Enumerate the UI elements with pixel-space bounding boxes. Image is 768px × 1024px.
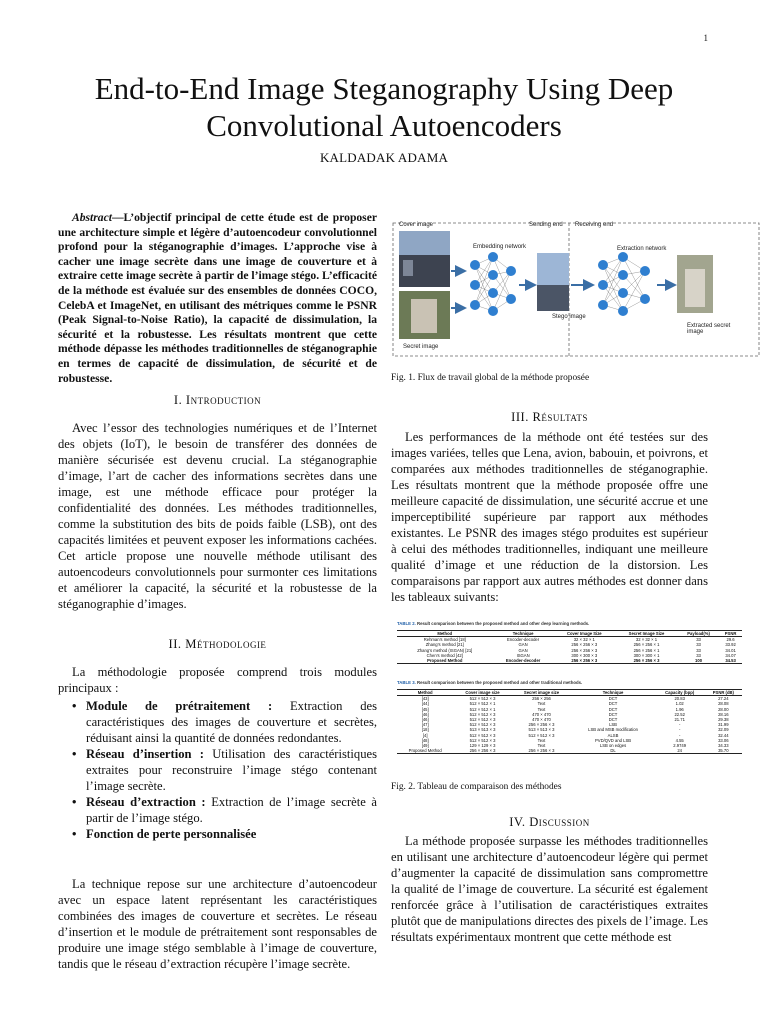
table-header-cell: Technique <box>602 690 624 695</box>
paragraph: Avec l’essor des technologies numériques et de l’Internet des objets (IoT), le besoin de transférer des données de manière sécurisée est devenu crucial. La stéganographie d’image, l’art de cacher des informations secrètes dans une image, est une méthode efficace pour protéger la confidentialité des données. Les méthodes traditionnelles, comme la substitution des bits de poids faible (LSB), ont des capacités limitées et peuvent exposer les informations cachées. Cet article propose une nouvelle méthode utilisant des autoencodeurs convolutionnels pour surmonter ces limitations et améliorer la capacité, la sécurité et la robustesse de la stéganographie d’images. <box>58 421 377 611</box>
table-cell: 300 × 300 × 1 <box>633 652 660 658</box>
table-cell: 512 × 512 × 3 <box>469 732 496 738</box>
results-text <box>391 429 708 605</box>
workflow-figure <box>391 213 763 358</box>
table-cell: Encoder-decoder <box>507 637 540 643</box>
table-cell: 22.52 <box>674 711 685 717</box>
table-cell: 32.09 <box>718 727 729 733</box>
table-cell: 35.70 <box>718 748 729 754</box>
table-cell: DCT <box>608 711 618 717</box>
table-cell: 513 × 513 × 3 <box>528 727 555 733</box>
extraction-network-label: Extraction network <box>617 246 667 252</box>
table-label: TABLE 3. <box>397 680 416 685</box>
table-cell: 256 × 256 × 3 <box>469 748 496 754</box>
table-cell: Chen’s method [42] <box>426 652 463 658</box>
section-title: Introduction <box>185 393 262 407</box>
table-cell: 2.9749 <box>673 743 687 749</box>
table-cell: [48] <box>421 737 429 743</box>
table-cell: 28.00 <box>718 706 729 712</box>
table-header-cell: Secret image size <box>523 690 560 695</box>
table-cell: 1.96 <box>675 706 684 712</box>
list-item <box>58 698 377 746</box>
section-number: I. <box>173 393 183 407</box>
table-3-title <box>397 680 742 685</box>
table-cell: 100 <box>695 658 703 664</box>
table-header-cell: Method <box>417 690 433 695</box>
table-cell: 512 × 512 × 3 <box>469 737 496 743</box>
table-3-grid <box>397 689 742 754</box>
table-cell: Text <box>537 701 546 707</box>
table-cell: 512 × 512 × 3 <box>469 696 496 702</box>
table-cell: 470 × 470 <box>532 717 551 723</box>
table-cell: [45] <box>421 706 429 712</box>
list-item-text: Extraction de l’image secrète à partir de l’image stégo. <box>86 795 378 825</box>
paragraph: La technique repose sur une architecture d’autoencodeur avec un espace latent représentant les caractéristiques combinées des images de couverture et secrètes. Le réseau d’insertion et le module de prétraitement sont responsables de produire une image stégo semblable à l’image de couverture, tandis que le réseau d’extraction récupère l’image secrète. <box>58 877 377 971</box>
table-cell: 33.92 <box>725 642 736 648</box>
table-cell: 28.08 <box>718 701 729 707</box>
table-cell: 21.71 <box>674 717 685 723</box>
paragraph: La méthode proposée surpasse les méthodes traditionnelles en utilisant une architecture d’autoencodeur légère qui permet d’augmenter la capacité de dissimulation sans compromettre la qualité de l’image de couverture. La sécurité est également renforcée grâce à l’utilisation de caractéristiques extraites plutôt que de manipulations directes des pixels de l’image. Les résultats expérimentaux montrent que cette méthode est <box>391 834 708 944</box>
module-list <box>58 698 377 842</box>
discussion-text <box>391 833 708 945</box>
table-cell: DCT <box>608 706 618 712</box>
table-cell: Encoder-decoder <box>505 658 541 664</box>
table-cell: - <box>678 732 681 738</box>
table-cell: - <box>678 727 681 733</box>
list-item-term: Module de prétraitement : <box>86 699 273 713</box>
section-title: Résultats <box>532 410 588 424</box>
receiving-end-label: Receiving end <box>575 222 614 228</box>
table-cell: Zhang’s method (ISGAN) [21] <box>417 647 473 653</box>
table-cell: 33 <box>696 637 701 643</box>
table-cell: PVD/QVD and LSB <box>594 737 632 743</box>
title-line-1: End-to-End Image Steganography Using Deep <box>94 71 674 106</box>
table-cell: Rehman’s method [18] <box>423 637 466 643</box>
methodology-text <box>58 664 377 842</box>
methodology-text-2 <box>58 876 377 972</box>
table-cell: [47] <box>421 722 429 728</box>
table-2-grid <box>397 630 742 664</box>
table-cell: LSB <box>609 722 617 728</box>
section-heading-introduction <box>58 392 377 408</box>
table-cell: 32 × 32 × 1 <box>573 637 595 643</box>
table-header-cell: Cover image size <box>465 690 500 695</box>
section-title: Méthodologie <box>185 637 267 651</box>
table-cell: 512 × 512 × 3 <box>528 732 555 738</box>
abstract-label: Abstract <box>72 211 112 224</box>
introduction-text <box>58 420 377 612</box>
table-cell: 28.16 <box>718 711 729 717</box>
section-number: IV. <box>509 815 526 829</box>
table-cell: 129 × 129 × 3 <box>469 743 496 749</box>
table-cell: 34.33 <box>718 743 729 749</box>
extracted-secret-label: Extracted secret image <box>687 323 731 335</box>
stego-image-label: Stego image <box>552 314 586 320</box>
table-cell: 27.24 <box>718 696 729 702</box>
table-cell: 33.06 <box>718 737 729 743</box>
paragraph: La méthodologie proposée comprend trois modules principaux : <box>58 665 377 695</box>
table-cell: [46] <box>421 711 429 717</box>
paragraph: Les performances de la méthode ont été testées sur des images variées, telles que Lena, avion, babouin, et poivrons, et comparées aux méthodes traditionnelles de stéganographie. Les résultats montrent que la méthode proposée offre une meilleure capacité de dissimulation, une sécurité accrue et une imperceptibilité supérieure par rapport aux méthodes existantes. Le PSNR des images stégo produites est supérieur à celui des méthodes traditionnelles, indiquant une meilleure qualité d’image et une réduction de la distorsion. Les comparaisons par rapport aux autres méthodes est donner dans les tableaux suivants: <box>391 430 708 604</box>
list-item-term: Réseau d’extraction : <box>86 795 206 809</box>
table-cell: [49] <box>421 743 429 749</box>
table-cell: Text <box>537 706 546 712</box>
figure-1-caption: Fig. 1. Flux de travail global de la méthode proposée <box>391 373 590 383</box>
section-title: Discussion <box>529 815 590 829</box>
table-header-cell: Cover Image Size <box>566 631 602 636</box>
table-cell: [46] <box>421 717 429 723</box>
table-cell: DCT <box>608 701 618 707</box>
secret-image-label: Secret image <box>403 344 439 350</box>
section-heading-discussion <box>391 814 708 830</box>
table-cell: 256 × 256 <box>532 696 551 702</box>
table-cell: 256 × 256 × 3 <box>528 722 555 728</box>
table-cell: 512 × 512 × 3 <box>469 717 496 723</box>
table-cell: 256 × 256 × 1 <box>633 647 660 653</box>
list-item-term: Fonction de perte personnalisée <box>86 827 257 841</box>
table-cell: Proposed Method <box>408 748 442 754</box>
table-cell: 256 × 256 × 3 <box>571 658 598 664</box>
table-cell: Zhang’s method [21] <box>425 642 464 648</box>
table-cell: 29.38 <box>718 717 729 723</box>
table-cell: 33 <box>696 652 701 658</box>
sending-end-label: Sending end <box>529 222 563 228</box>
table-cell: [44] <box>421 701 429 707</box>
table-cell: [18] <box>421 727 429 733</box>
table-cell: 29.6 <box>726 637 735 643</box>
table-cell: Text <box>537 737 546 743</box>
table-cell: 300 × 300 × 3 <box>571 652 598 658</box>
table-cell: ALSB <box>607 732 619 738</box>
table-header-cell: Technique <box>512 631 534 636</box>
table-cell: 32.44 <box>718 732 729 738</box>
list-item <box>58 746 377 794</box>
list-item-text: Extraction des caractéristiques des images de couverture et secrètes, réduisant ainsi la quantité de données redondantes. <box>86 699 378 745</box>
table-row <box>397 748 742 754</box>
table-cell: 33 <box>696 647 701 653</box>
table-cell: 512 × 512 × 3 <box>469 711 496 717</box>
table-cell: LSB on edges <box>599 743 627 749</box>
table-header-cell: Payload(%) <box>687 631 710 636</box>
table-cell: 512 × 512 × 1 <box>469 701 496 707</box>
table-cell: 31.99 <box>718 722 729 728</box>
table-header-cell: Method <box>437 631 453 636</box>
table-header-cell: Secret Image Size <box>628 631 665 636</box>
figure-2-caption: Fig. 2. Tableau de comparaison des méthodes <box>391 782 562 792</box>
table-header-cell: PSNR (dB) <box>712 690 734 695</box>
table-2 <box>397 621 742 664</box>
table-cell: 512 × 512 × 3 <box>469 722 496 728</box>
table-cell: 256 × 256 × 3 <box>633 658 660 664</box>
table-title: Result comparison between the proposed method and other traditional methods. <box>416 680 583 685</box>
table-title: Result comparison between the proposed method and other deep learning methods. <box>416 621 590 626</box>
table-cell: 1.02 <box>675 701 684 707</box>
section-number: II. <box>168 637 182 651</box>
list-item-text: Utilisation des caractéristiques extraites pour reconstruire l’image stégo contenant l’image secrète. <box>86 747 377 793</box>
table-cell: 256 × 256 × 3 <box>571 647 598 653</box>
table-cell: 512 × 512 × 1 <box>469 706 496 712</box>
section-number: III. <box>511 410 529 424</box>
paper-title <box>0 70 768 144</box>
table-label: TABLE 2. <box>397 621 416 626</box>
table-cell: [43] <box>421 696 429 702</box>
table-cell: 34.01 <box>725 647 736 653</box>
table-3 <box>397 680 742 754</box>
table-cell: LSB and MSB modification <box>588 727 638 733</box>
table-cell: ISGAN <box>516 652 530 658</box>
table-cell: [4] <box>422 732 428 738</box>
page-number: 1 <box>703 33 708 43</box>
table-cell: GAN <box>518 642 528 648</box>
table-cell: 470 × 470 <box>532 711 551 717</box>
list-item <box>58 826 377 842</box>
table-cell: 256 × 256 × 3 <box>528 748 555 754</box>
table-cell: 513 × 513 × 3 <box>469 727 496 733</box>
table-cell: Proposed Method <box>427 658 463 664</box>
table-cell: DL <box>610 748 616 754</box>
embedding-network-label: Embedding network <box>473 244 527 250</box>
table-header-cell: Capacity (bpp) <box>665 690 695 695</box>
list-item-term: Réseau d’insertion : <box>86 747 204 761</box>
table-cell: 4.55 <box>675 737 684 743</box>
table-cell: 20.83 <box>674 696 685 702</box>
cover-image-label: Cover image <box>399 222 434 228</box>
table-cell: 32 × 32 × 1 <box>635 637 658 643</box>
table-cell: 34.07 <box>725 652 736 658</box>
table-cell: DCT <box>608 717 618 723</box>
table-row <box>397 658 742 664</box>
table-cell: 24 <box>677 748 683 754</box>
table-cell: GAN <box>518 647 528 653</box>
table-cell: 256 × 256 × 3 <box>571 642 598 648</box>
abstract <box>58 211 377 386</box>
section-heading-results <box>391 409 708 425</box>
title-line-2: Convolutional Autoencoders <box>206 108 562 143</box>
table-cell: Text <box>537 743 546 749</box>
table-cell: 33 <box>696 642 701 648</box>
table-cell: DCT <box>608 696 618 702</box>
table-cell: - <box>678 722 681 728</box>
table-cell: 256 × 256 × 1 <box>633 642 660 648</box>
section-heading-methodology <box>58 636 377 652</box>
workflow-diagram <box>391 213 763 358</box>
table-header-cell: PSNR <box>724 631 737 636</box>
table-2-title <box>397 621 742 626</box>
abstract-text: —L’objectif principal de cette étude est de proposer une architecture simple et légère d’autoencodeur convolutionnel profond pour la stéganographie d’images. L’approche vise à cacher une image secrète dans une image de couverture et à extraire cette image secrète à partir de l’image stégo. L’efficacité de la méthode est évaluée sur des ensembles de données COCO, CelebA et ImageNet, en utilisant des métriques comme le PSNR (Peak Signal-to-Noise Ratio), la capacité de dissimulation, la sécurité et la robustesse. Les résultats montrent que cette méthode dépasse les méthodes traditionnelles de stéganographie en termes de capacité de dissimulation, de sécurité et de robustesse. <box>58 211 377 385</box>
author: KALDADAK ADAMA <box>319 150 449 165</box>
list-item <box>58 794 377 826</box>
table-cell: 34.53 <box>725 658 736 664</box>
